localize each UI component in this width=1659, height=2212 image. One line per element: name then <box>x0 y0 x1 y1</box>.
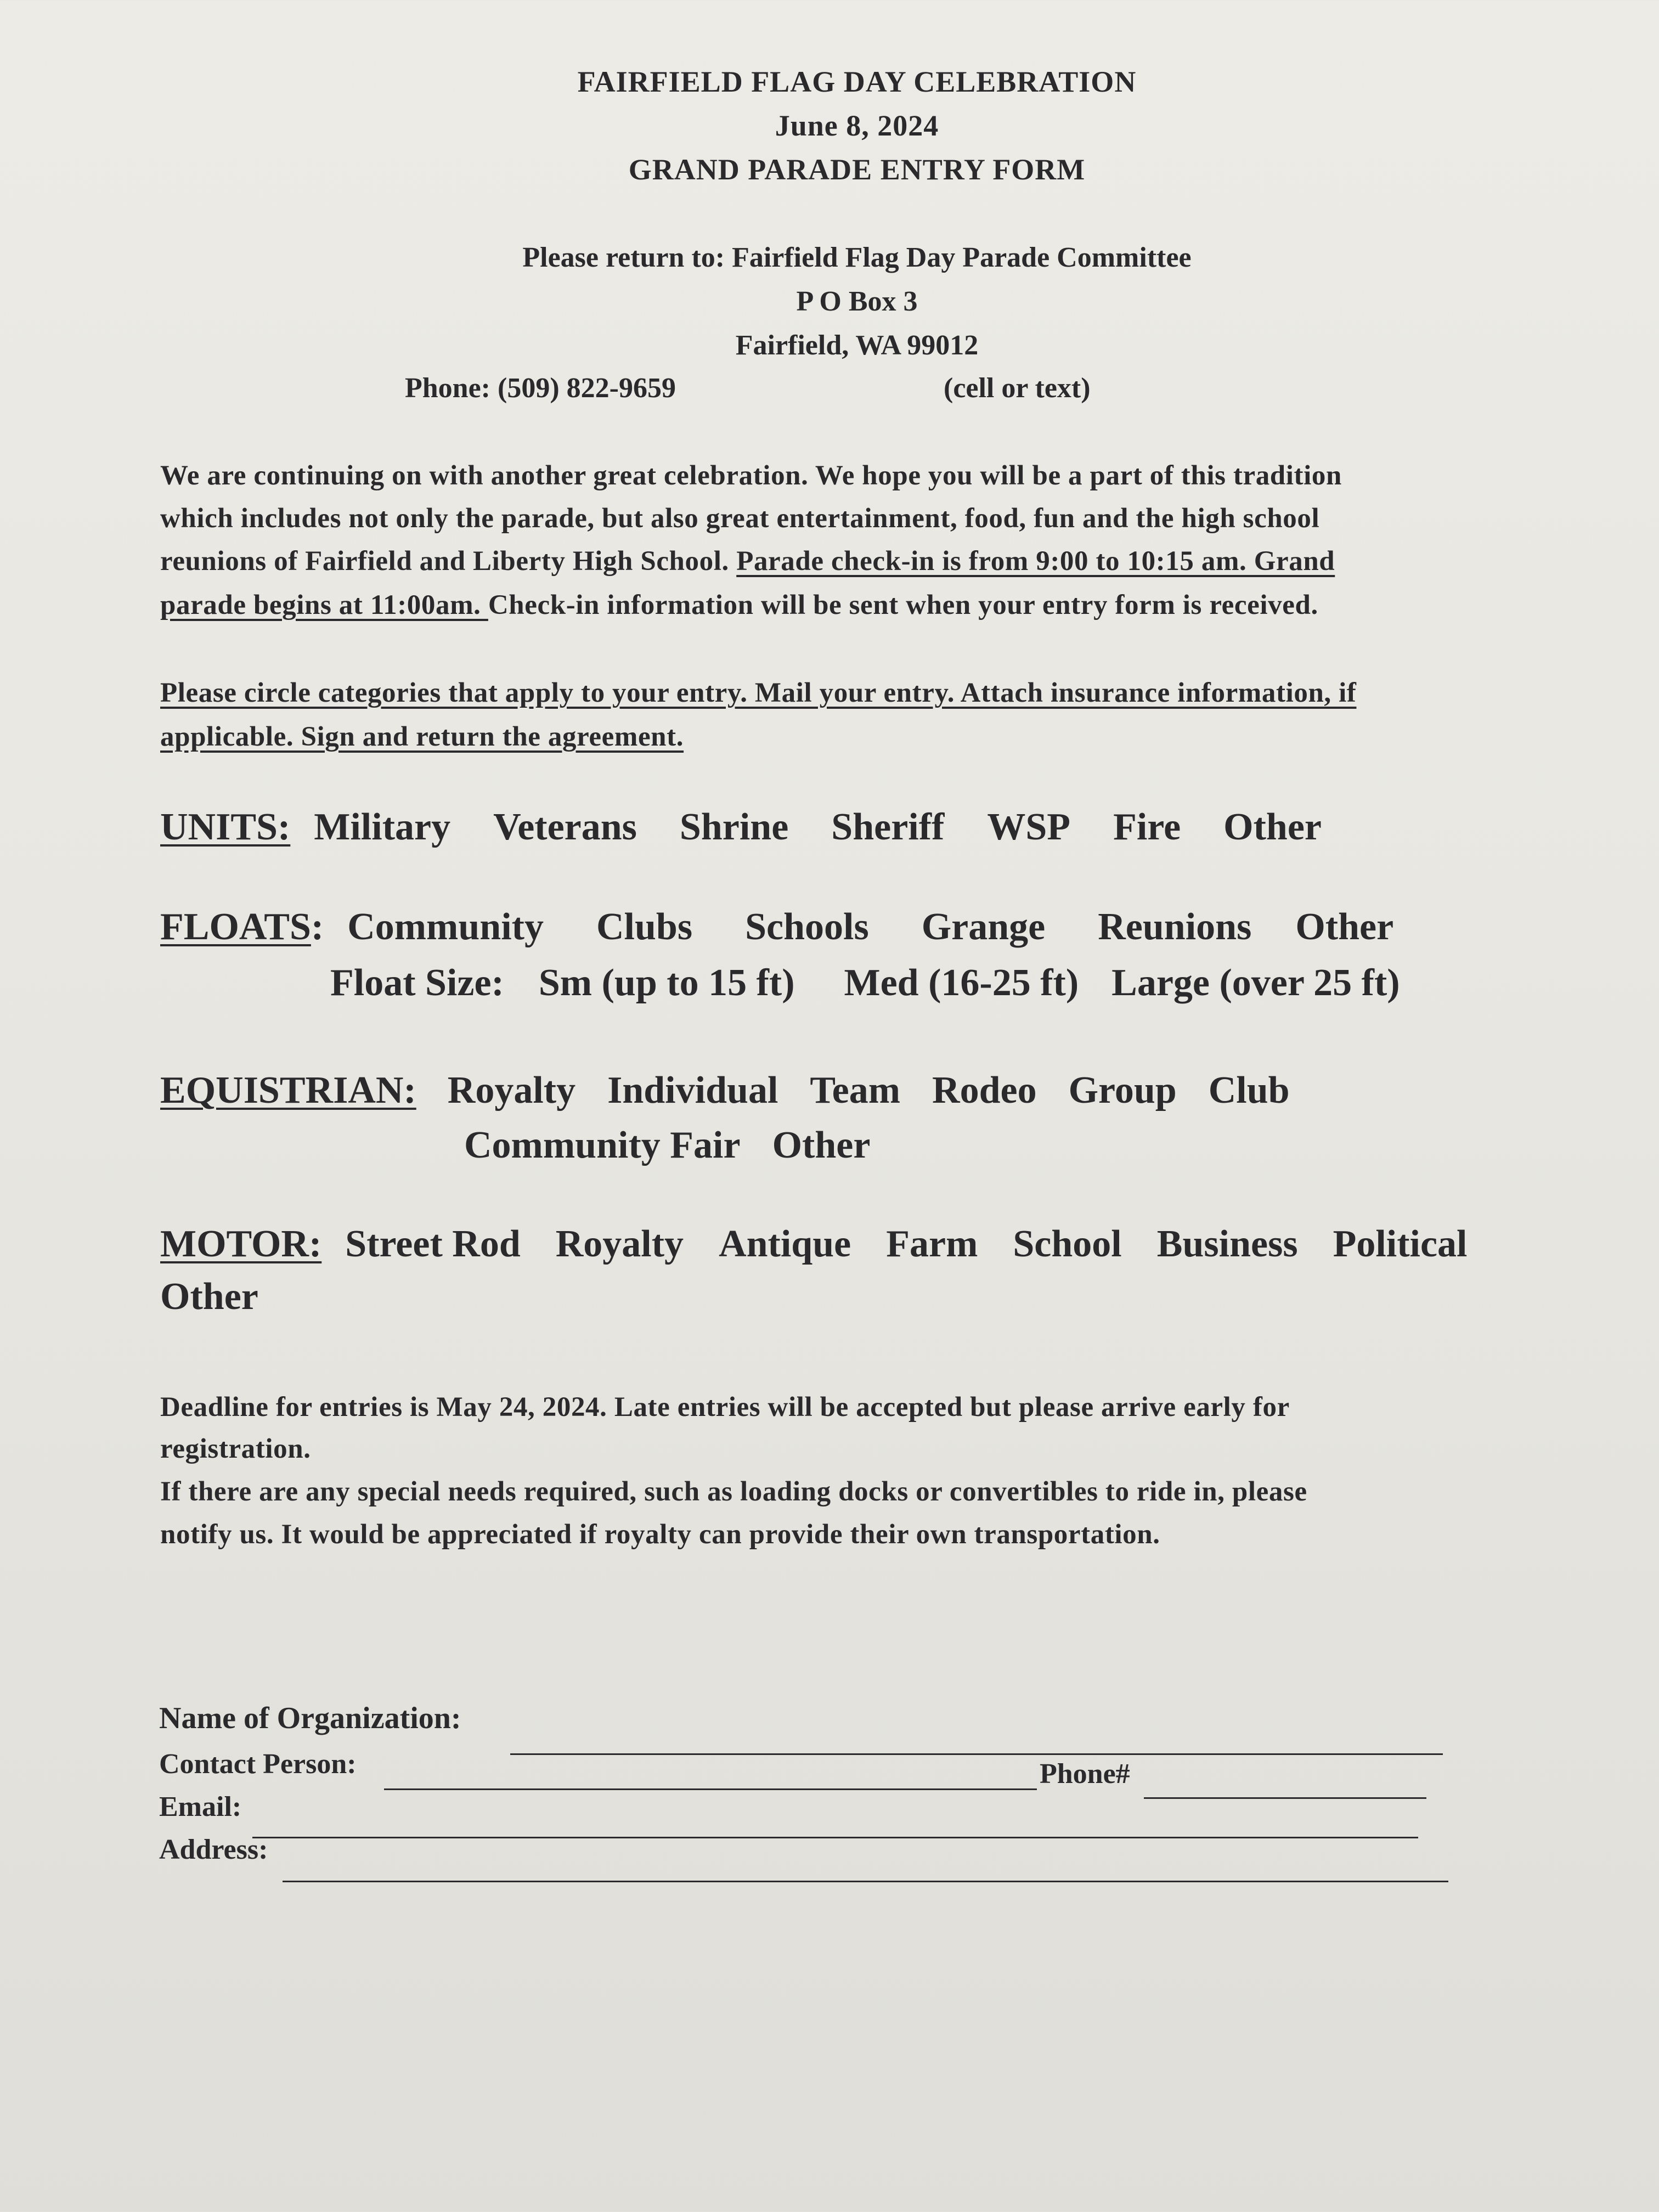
float-size-large[interactable]: Large (over 25 ft) <box>1111 962 1400 1004</box>
motor-row <box>160 1222 1468 1266</box>
organization-input-line[interactable] <box>510 1753 1443 1755</box>
units-option-veterans[interactable]: Veterans <box>493 806 637 848</box>
floats-option-grange[interactable]: Grange <box>921 906 1046 948</box>
intro-line-2: which includes not only the parade, but also great entertainment, food, fun and the high school <box>160 503 1320 534</box>
intro-line-3 <box>160 545 1335 577</box>
address-label: Address: <box>159 1834 268 1865</box>
motor-option-school[interactable]: School <box>1013 1223 1122 1265</box>
equestrian-option-individual[interactable]: Individual <box>607 1069 778 1111</box>
intro-line-3-text: reunions of Fairfield and Liberty High School. <box>160 546 737 577</box>
special-needs-line-1: If there are any special needs required, such as loading docks or convertibles to ride in, please <box>160 1476 1307 1507</box>
floats-option-clubs[interactable]: Clubs <box>596 906 693 948</box>
floats-option-reunions[interactable]: Reunions <box>1098 906 1252 948</box>
intro-line-4 <box>160 589 1318 621</box>
units-label: UNITS: <box>160 806 291 848</box>
motor-option-political[interactable]: Political <box>1333 1223 1468 1265</box>
equestrian-option-other[interactable]: Other <box>772 1124 871 1166</box>
phone-label: Phone# <box>1040 1758 1130 1790</box>
floats-colon: : <box>311 906 324 948</box>
equestrian-option-rodeo[interactable]: Rodeo <box>932 1069 1037 1111</box>
motor-option-farm[interactable]: Farm <box>886 1223 978 1265</box>
equestrian-row-2 <box>464 1124 870 1167</box>
units-option-wsp[interactable]: WSP <box>987 806 1071 848</box>
motor-label: MOTOR: <box>160 1223 322 1265</box>
deadline-line-1: Deadline for entries is May 24, 2024. Late entries will be accepted but please arrive early for <box>160 1392 1290 1423</box>
equestrian-option-royalty[interactable]: Royalty <box>447 1069 576 1111</box>
floats-label: FLOATS <box>160 906 311 948</box>
floats-row <box>160 905 1393 949</box>
organization-label: Name of Organization: <box>159 1701 461 1735</box>
motor-row-2 <box>160 1275 258 1319</box>
float-size-medium[interactable]: Med (16-25 ft) <box>844 962 1079 1004</box>
contact-input-line[interactable] <box>384 1788 1037 1790</box>
phone-note: (cell or text) <box>944 373 1091 404</box>
event-date: June 8, 2024 <box>775 109 939 142</box>
equestrian-row <box>160 1069 1290 1113</box>
parade-start-text: parade begins at 11:00am. <box>160 590 488 620</box>
motor-option-street-rod[interactable]: Street Rod <box>345 1223 521 1265</box>
intro-line-4-text: Check-in information will be sent when your entry form is received. <box>488 590 1318 620</box>
checkin-time-text: Parade check-in is from 9:00 to 10:15 am. Grand <box>736 546 1335 577</box>
equestrian-option-group[interactable]: Group <box>1068 1069 1177 1111</box>
floats-option-schools[interactable]: Schools <box>745 906 869 948</box>
equestrian-label: EQUISTRIAN: <box>160 1069 416 1111</box>
units-option-fire[interactable]: Fire <box>1113 806 1181 848</box>
email-input-line[interactable] <box>252 1837 1418 1838</box>
units-option-shrine[interactable]: Shrine <box>679 806 789 848</box>
form-title: FAIRFIELD FLAG DAY CELEBRATION <box>577 65 1137 98</box>
phone-input-line[interactable] <box>1144 1797 1426 1799</box>
floats-option-community[interactable]: Community <box>347 906 544 948</box>
return-to-line: Please return to: Fairfield Flag Day Parade Committee <box>522 242 1192 273</box>
equestrian-option-club[interactable]: Club <box>1208 1069 1290 1111</box>
form-name: GRAND PARADE ENTRY FORM <box>628 153 1086 186</box>
units-option-sheriff[interactable]: Sheriff <box>831 806 945 848</box>
floats-option-other[interactable]: Other <box>1295 906 1394 948</box>
float-size-row <box>330 961 1400 1005</box>
equestrian-option-team[interactable]: Team <box>810 1069 901 1111</box>
equestrian-option-community-fair[interactable]: Community Fair <box>464 1124 741 1166</box>
city-state-zip: Fairfield, WA 99012 <box>735 330 979 361</box>
motor-option-business[interactable]: Business <box>1156 1223 1298 1265</box>
contact-label: Contact Person: <box>159 1748 357 1780</box>
deadline-line-2: registration. <box>160 1434 311 1464</box>
po-box: P O Box 3 <box>796 286 918 317</box>
units-option-other[interactable]: Other <box>1223 806 1322 848</box>
float-size-small[interactable]: Sm (up to 15 ft) <box>538 962 795 1004</box>
units-option-military[interactable]: Military <box>314 806 451 848</box>
address-input-line[interactable] <box>283 1881 1448 1882</box>
instructions-line-1: Please circle categories that apply to your entry. Mail your entry. Attach insurance information, if <box>160 678 1357 708</box>
motor-option-antique[interactable]: Antique <box>719 1223 851 1265</box>
motor-option-royalty[interactable]: Royalty <box>555 1223 684 1265</box>
float-size-label: Float Size: <box>330 962 504 1004</box>
intro-line-1: We are continuing on with another great celebration. We hope you will be a part of this tradition <box>160 460 1342 491</box>
email-label: Email: <box>159 1791 242 1822</box>
special-needs-line-2: notify us. It would be appreciated if royalty can provide their own transportation. <box>160 1519 1160 1550</box>
committee-phone: Phone: (509) 822-9659 <box>405 373 676 404</box>
motor-option-other[interactable]: Other <box>160 1276 258 1318</box>
instructions-line-2: applicable. Sign and return the agreement. <box>160 721 684 752</box>
units-row <box>160 805 1322 849</box>
